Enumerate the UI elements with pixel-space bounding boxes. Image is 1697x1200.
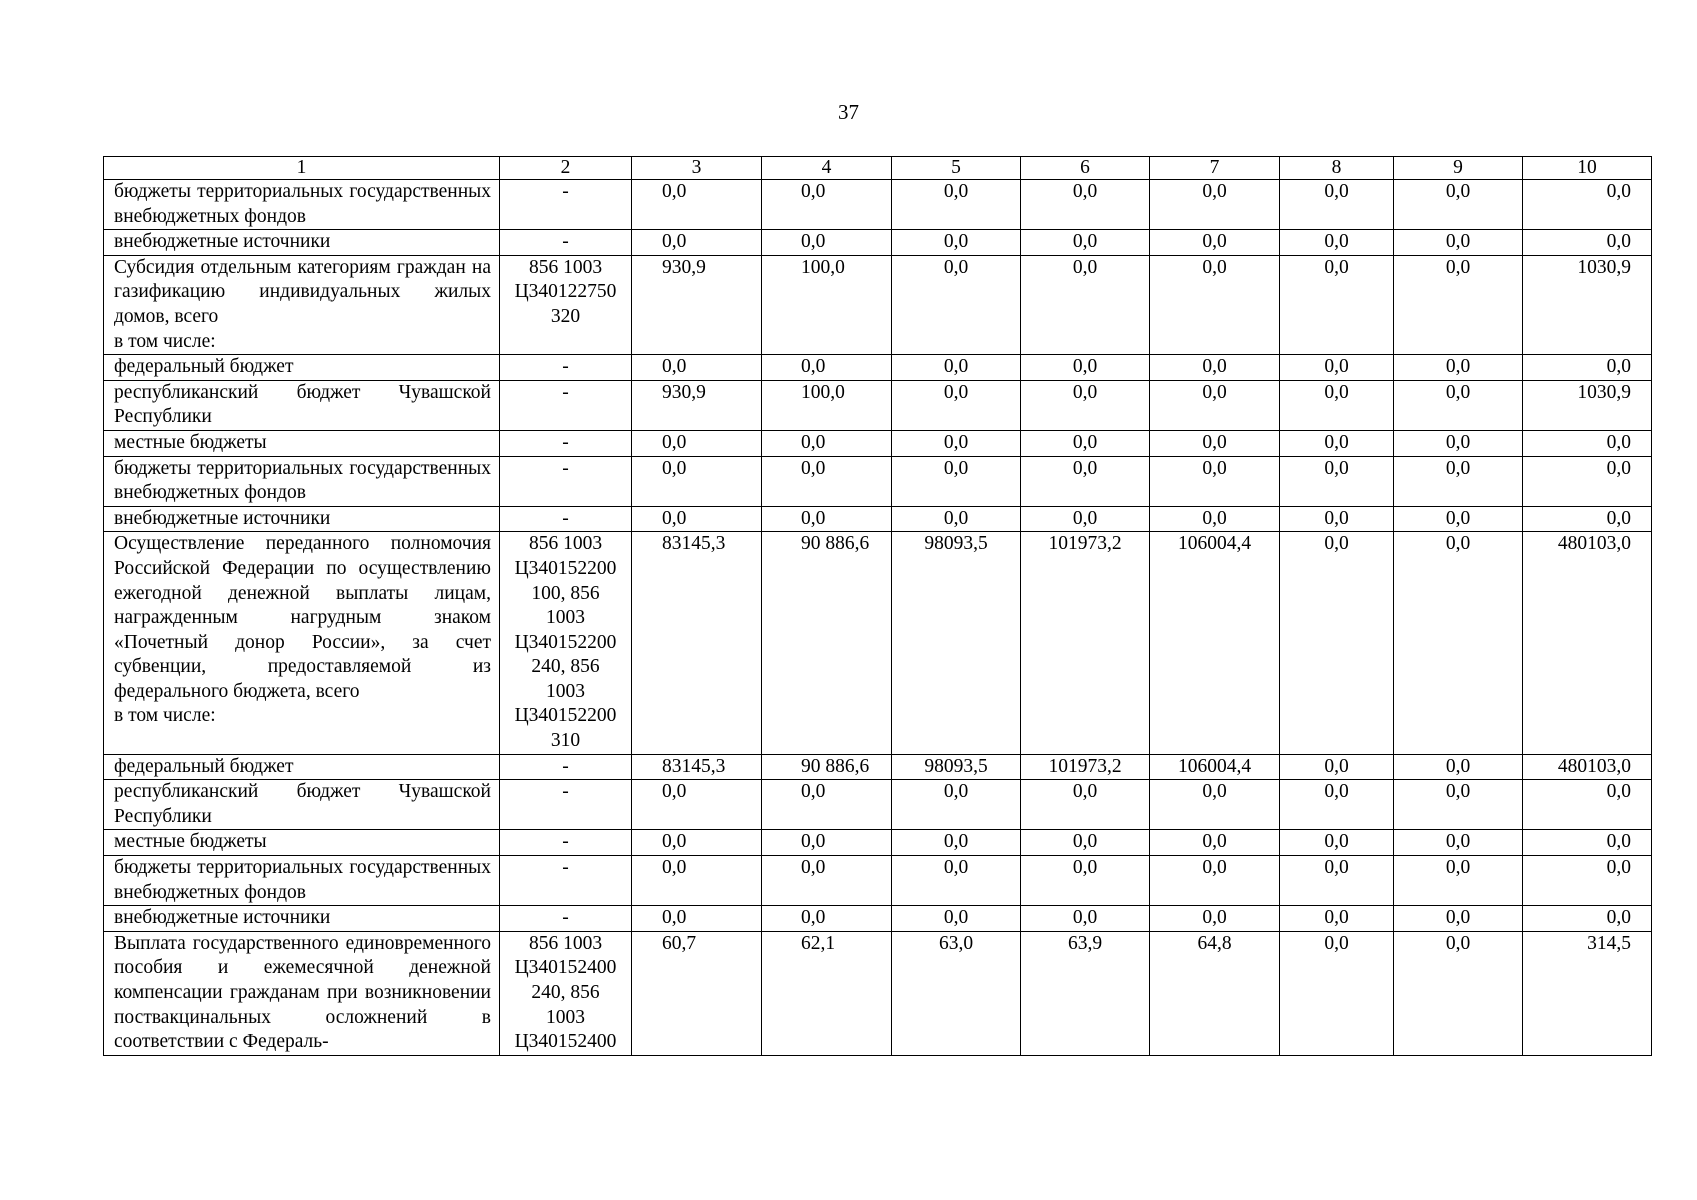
value-cell-col-6 xyxy=(1021,931,1150,1055)
column-header: 3 xyxy=(632,157,762,180)
value-cell-col-4 xyxy=(762,754,892,780)
value-cell-col-5 xyxy=(892,380,1021,430)
value-text: 0,0 xyxy=(1072,431,1098,453)
row-name-cell: внебюджетные источники xyxy=(104,506,500,532)
value-cell-col-3 xyxy=(632,906,762,932)
value-cell-col-6 xyxy=(1021,780,1150,830)
row-code-cell: - xyxy=(500,380,632,430)
value-text: 64,8 xyxy=(1197,932,1232,954)
value-cell-col-5 xyxy=(892,754,1021,780)
value-cell-col-6 xyxy=(1021,255,1150,354)
row-name-cell: бюджеты территориальных государственных внебюджетных фондов xyxy=(104,180,500,230)
value-cell-col-6 xyxy=(1021,506,1150,532)
value-text: 0,0 xyxy=(1445,431,1471,453)
value-cell-col-10 xyxy=(1523,906,1652,932)
value-cell-col-6 xyxy=(1021,430,1150,456)
value-text: 0,0 xyxy=(1606,431,1631,453)
value-text: 0,0 xyxy=(662,231,687,253)
value-cell-col-7 xyxy=(1150,906,1280,932)
value-text: 0,0 xyxy=(662,356,687,378)
row-code-cell: - xyxy=(500,906,632,932)
value-text: 62,1 xyxy=(801,932,836,954)
value-cell-col-7 xyxy=(1150,754,1280,780)
row-name-cell: внебюджетные источники xyxy=(104,230,500,256)
table-row xyxy=(104,506,1652,532)
value-cell-col-7 xyxy=(1150,230,1280,256)
value-cell-col-4 xyxy=(762,906,892,932)
value-cell-col-6 xyxy=(1021,230,1150,256)
value-cell-col-8 xyxy=(1280,856,1394,906)
value-cell-col-7 xyxy=(1150,780,1280,830)
column-header: 7 xyxy=(1150,157,1280,180)
row-code-cell: - xyxy=(500,780,632,830)
value-cell-col-7 xyxy=(1150,506,1280,532)
value-cell-col-8 xyxy=(1280,830,1394,856)
value-cell-col-4 xyxy=(762,380,892,430)
value-text: 0,0 xyxy=(943,256,969,278)
value-cell-col-10 xyxy=(1523,780,1652,830)
value-cell-col-8 xyxy=(1280,456,1394,506)
value-cell-col-9 xyxy=(1394,931,1523,1055)
table-row xyxy=(104,180,1652,230)
value-cell-col-5 xyxy=(892,355,1021,381)
value-cell-col-10 xyxy=(1523,355,1652,381)
value-text: 0,0 xyxy=(1324,831,1349,853)
row-code-cell: 856 1003 Ц340122750 320 xyxy=(500,255,632,354)
value-text: 0,0 xyxy=(1324,256,1349,278)
value-text: 0,0 xyxy=(943,457,969,479)
value-text: 0,0 xyxy=(1606,781,1631,803)
value-text: 0,0 xyxy=(662,181,687,202)
value-cell-col-6 xyxy=(1021,830,1150,856)
table-row xyxy=(104,856,1652,906)
value-cell-col-8 xyxy=(1280,255,1394,354)
value-cell-col-9 xyxy=(1394,380,1523,430)
value-text: 0,0 xyxy=(801,781,826,803)
value-text: 0,0 xyxy=(1202,256,1227,278)
value-cell-col-9 xyxy=(1394,180,1523,230)
row-code-cell: 856 1003 Ц340152400 240, 856 1003 Ц340152400 xyxy=(500,931,632,1055)
column-header: 9 xyxy=(1394,157,1523,180)
budget-table xyxy=(103,156,1652,1056)
value-cell-col-7 xyxy=(1150,355,1280,381)
column-header: 2 xyxy=(500,157,632,180)
value-text: 0,0 xyxy=(1202,431,1227,453)
row-code-cell: - xyxy=(500,456,632,506)
column-header-row xyxy=(104,157,1652,180)
value-cell-col-10 xyxy=(1523,456,1652,506)
value-text: 0,0 xyxy=(1202,231,1227,253)
table-row xyxy=(104,780,1652,830)
value-text: 0,0 xyxy=(1606,831,1631,853)
value-text: 83145,3 xyxy=(662,533,726,555)
value-cell-col-9 xyxy=(1394,230,1523,256)
value-cell-col-5 xyxy=(892,456,1021,506)
value-cell-col-4 xyxy=(762,230,892,256)
value-cell-col-4 xyxy=(762,456,892,506)
value-cell-col-4 xyxy=(762,931,892,1055)
value-text: 1030,9 xyxy=(1577,256,1631,278)
value-text: 100,0 xyxy=(801,256,845,278)
value-text: 480103,0 xyxy=(1557,755,1631,777)
value-cell-col-6 xyxy=(1021,906,1150,932)
column-header: 5 xyxy=(892,157,1021,180)
value-text: 0,0 xyxy=(662,457,687,479)
row-name-cell: Субсидия отдельным категориям граждан на газификацию индивидуальных жилых домов, всего в том числе: xyxy=(104,255,500,354)
value-cell-col-8 xyxy=(1280,931,1394,1055)
table-row xyxy=(104,355,1652,381)
value-cell-col-3 xyxy=(632,931,762,1055)
value-text: 0,0 xyxy=(943,907,969,929)
row-code-cell: - xyxy=(500,754,632,780)
value-text: 0,0 xyxy=(1445,356,1471,378)
row-code-cell: - xyxy=(500,180,632,230)
value-text: 0,0 xyxy=(662,781,687,803)
value-text: 0,0 xyxy=(1072,181,1098,202)
row-code-cell: - xyxy=(500,355,632,381)
value-text: 0,0 xyxy=(1072,857,1098,879)
value-cell-col-4 xyxy=(762,430,892,456)
value-text: 0,0 xyxy=(1445,256,1471,278)
value-text: 0,0 xyxy=(662,857,687,879)
value-cell-col-8 xyxy=(1280,506,1394,532)
value-text: 101973,2 xyxy=(1048,533,1122,555)
value-cell-col-3 xyxy=(632,180,762,230)
value-cell-col-5 xyxy=(892,906,1021,932)
row-name-cell: республиканский бюджет Чувашской Республики xyxy=(104,780,500,830)
value-cell-col-9 xyxy=(1394,506,1523,532)
value-cell-col-8 xyxy=(1280,906,1394,932)
value-text: 90 886,6 xyxy=(801,755,870,777)
value-cell-col-6 xyxy=(1021,355,1150,381)
value-text: 0,0 xyxy=(801,507,826,529)
value-text: 0,0 xyxy=(943,356,969,378)
value-text: 0,0 xyxy=(1606,181,1631,202)
value-text: 0,0 xyxy=(943,857,969,879)
value-text: 0,0 xyxy=(801,907,826,929)
value-cell-col-5 xyxy=(892,856,1021,906)
table-row xyxy=(104,430,1652,456)
value-text: 0,0 xyxy=(1445,857,1471,879)
value-text: 98093,5 xyxy=(924,533,988,555)
column-header: 1 xyxy=(104,157,500,180)
value-cell-col-5 xyxy=(892,230,1021,256)
value-cell-col-10 xyxy=(1523,830,1652,856)
value-cell-col-10 xyxy=(1523,931,1652,1055)
value-cell-col-3 xyxy=(632,754,762,780)
value-cell-col-7 xyxy=(1150,430,1280,456)
value-text: 0,0 xyxy=(801,231,826,253)
row-name-cell: Осуществление переданного полномочия Российской Федерации по осуществлению ежегодной денежной выплаты лицам, награжденным нагрудным знаком «Почетный донор России», за счет субвенции, предоставляемой из федерального бюджета, всего в том числе: xyxy=(104,532,500,754)
value-cell-col-9 xyxy=(1394,906,1523,932)
value-cell-col-9 xyxy=(1394,430,1523,456)
value-cell-col-4 xyxy=(762,780,892,830)
value-text: 0,0 xyxy=(1202,907,1227,929)
value-text: 0,0 xyxy=(943,831,969,853)
table-row xyxy=(104,906,1652,932)
value-cell-col-9 xyxy=(1394,830,1523,856)
row-code-cell: - xyxy=(500,430,632,456)
value-text: 90 886,6 xyxy=(801,533,870,555)
value-text: 0,0 xyxy=(1072,381,1098,403)
column-header: 6 xyxy=(1021,157,1150,180)
table-row xyxy=(104,830,1652,856)
row-name-cell: федеральный бюджет xyxy=(104,754,500,780)
value-cell-col-10 xyxy=(1523,430,1652,456)
table-row xyxy=(104,230,1652,256)
value-text: 0,0 xyxy=(1445,181,1471,202)
table-row xyxy=(104,380,1652,430)
table-row xyxy=(104,456,1652,506)
value-text: 0,0 xyxy=(801,831,826,853)
value-text: 0,0 xyxy=(1606,907,1631,929)
value-cell-col-6 xyxy=(1021,532,1150,754)
value-text: 0,0 xyxy=(1445,231,1471,253)
value-cell-col-10 xyxy=(1523,754,1652,780)
value-cell-col-9 xyxy=(1394,532,1523,754)
value-cell-col-10 xyxy=(1523,180,1652,230)
value-cell-col-8 xyxy=(1280,380,1394,430)
value-cell-col-3 xyxy=(632,456,762,506)
value-text: 106004,4 xyxy=(1177,533,1252,555)
value-cell-col-9 xyxy=(1394,355,1523,381)
value-text: 101973,2 xyxy=(1048,755,1122,777)
row-code-cell: - xyxy=(500,506,632,532)
row-code-cell: - xyxy=(500,830,632,856)
column-header: 8 xyxy=(1280,157,1394,180)
row-code-cell: - xyxy=(500,230,632,256)
value-cell-col-10 xyxy=(1523,532,1652,754)
value-text: 0,0 xyxy=(1445,932,1471,954)
value-cell-col-7 xyxy=(1150,856,1280,906)
value-cell-col-5 xyxy=(892,430,1021,456)
value-cell-col-4 xyxy=(762,830,892,856)
value-text: 930,9 xyxy=(662,256,706,278)
value-text: 0,0 xyxy=(1202,457,1227,479)
value-text: 0,0 xyxy=(1324,181,1349,202)
value-text: 0,0 xyxy=(1202,857,1227,879)
value-cell-col-6 xyxy=(1021,754,1150,780)
value-cell-col-3 xyxy=(632,355,762,381)
value-text: 0,0 xyxy=(662,831,687,853)
value-cell-col-5 xyxy=(892,180,1021,230)
column-header: 4 xyxy=(762,157,892,180)
value-text: 0,0 xyxy=(801,181,826,202)
value-cell-col-9 xyxy=(1394,856,1523,906)
value-cell-col-4 xyxy=(762,255,892,354)
column-header: 10 xyxy=(1523,157,1652,180)
value-text: 0,0 xyxy=(1606,857,1631,879)
value-cell-col-6 xyxy=(1021,380,1150,430)
value-cell-col-5 xyxy=(892,255,1021,354)
value-text: 0,0 xyxy=(1202,181,1227,202)
value-cell-col-8 xyxy=(1280,230,1394,256)
value-text: 0,0 xyxy=(1445,533,1471,555)
row-name-cell: Выплата государственного единовременного пособия и ежемесячной денежной компенсации гражданам при возникновении поствакцинальных осложнений в соответствии с Федераль- xyxy=(104,931,500,1055)
table-row xyxy=(104,255,1652,354)
value-text: 0,0 xyxy=(1324,457,1349,479)
value-cell-col-6 xyxy=(1021,456,1150,506)
value-text: 480103,0 xyxy=(1557,533,1631,555)
value-text: 0,0 xyxy=(801,857,826,879)
value-text: 98093,5 xyxy=(924,755,988,777)
row-code-cell: - xyxy=(500,856,632,906)
value-text: 0,0 xyxy=(943,431,969,453)
value-cell-col-8 xyxy=(1280,355,1394,381)
value-cell-col-7 xyxy=(1150,255,1280,354)
value-text: 100,0 xyxy=(801,381,845,403)
value-text: 106004,4 xyxy=(1177,755,1252,777)
table-row xyxy=(104,754,1652,780)
value-cell-col-7 xyxy=(1150,456,1280,506)
value-cell-col-7 xyxy=(1150,931,1280,1055)
value-cell-col-3 xyxy=(632,532,762,754)
value-text: 0,0 xyxy=(662,431,687,453)
value-text: 0,0 xyxy=(943,781,969,803)
value-text: 0,0 xyxy=(1072,356,1098,378)
value-text: 0,0 xyxy=(1606,231,1631,253)
table-body xyxy=(104,157,1652,1056)
value-cell-col-4 xyxy=(762,532,892,754)
value-text: 0,0 xyxy=(1445,381,1471,403)
row-name-cell: республиканский бюджет Чувашской Республики xyxy=(104,380,500,430)
value-text: 0,0 xyxy=(1202,831,1227,853)
value-cell-col-4 xyxy=(762,506,892,532)
value-cell-col-7 xyxy=(1150,380,1280,430)
value-cell-col-8 xyxy=(1280,780,1394,830)
value-cell-col-3 xyxy=(632,506,762,532)
value-cell-col-3 xyxy=(632,230,762,256)
value-cell-col-6 xyxy=(1021,180,1150,230)
value-text: 0,0 xyxy=(1606,457,1631,479)
value-text: 83145,3 xyxy=(662,755,726,777)
value-cell-col-3 xyxy=(632,255,762,354)
value-cell-col-8 xyxy=(1280,180,1394,230)
value-cell-col-4 xyxy=(762,355,892,381)
value-text: 60,7 xyxy=(662,932,697,954)
value-text: 0,0 xyxy=(1445,755,1471,777)
value-text: 0,0 xyxy=(1072,507,1098,529)
value-cell-col-10 xyxy=(1523,255,1652,354)
value-text: 0,0 xyxy=(1324,533,1349,555)
value-text: 0,0 xyxy=(1324,431,1349,453)
value-text: 0,0 xyxy=(1445,507,1471,529)
value-cell-col-8 xyxy=(1280,430,1394,456)
row-name-cell: внебюджетные источники xyxy=(104,906,500,932)
row-name-cell: местные бюджеты xyxy=(104,830,500,856)
value-text: 1030,9 xyxy=(1577,381,1631,403)
value-text: 0,0 xyxy=(1324,507,1349,529)
row-name-cell: бюджеты территориальных государственных внебюджетных фондов xyxy=(104,456,500,506)
value-text: 0,0 xyxy=(1072,231,1098,253)
value-text: 0,0 xyxy=(1202,381,1227,403)
value-text: 63,9 xyxy=(1067,932,1103,954)
value-cell-col-5 xyxy=(892,780,1021,830)
value-cell-col-3 xyxy=(632,830,762,856)
value-cell-col-8 xyxy=(1280,754,1394,780)
value-cell-col-9 xyxy=(1394,255,1523,354)
value-cell-col-7 xyxy=(1150,180,1280,230)
table-row xyxy=(104,931,1652,1055)
value-text: 0,0 xyxy=(1324,381,1349,403)
value-text: 0,0 xyxy=(1606,356,1631,378)
row-name-cell: местные бюджеты xyxy=(104,430,500,456)
value-cell-col-6 xyxy=(1021,856,1150,906)
value-text: 0,0 xyxy=(801,356,826,378)
value-text: 314,5 xyxy=(1587,932,1631,954)
page-number: 37 xyxy=(838,100,859,124)
value-text: 0,0 xyxy=(1324,907,1349,929)
value-text: 0,0 xyxy=(662,507,687,529)
value-cell-col-7 xyxy=(1150,830,1280,856)
value-cell-col-8 xyxy=(1280,532,1394,754)
value-cell-col-5 xyxy=(892,506,1021,532)
value-cell-col-4 xyxy=(762,180,892,230)
value-cell-col-4 xyxy=(762,856,892,906)
value-text: 0,0 xyxy=(1324,932,1349,954)
value-text: 0,0 xyxy=(1202,781,1227,803)
value-cell-col-10 xyxy=(1523,856,1652,906)
value-text: 0,0 xyxy=(801,431,826,453)
value-text: 0,0 xyxy=(943,181,969,202)
value-text: 0,0 xyxy=(1202,507,1227,529)
value-text: 0,0 xyxy=(1072,256,1098,278)
value-text: 0,0 xyxy=(801,457,826,479)
value-cell-col-10 xyxy=(1523,230,1652,256)
value-cell-col-5 xyxy=(892,830,1021,856)
value-text: 0,0 xyxy=(1324,356,1349,378)
value-cell-col-3 xyxy=(632,380,762,430)
value-text: 0,0 xyxy=(1202,356,1227,378)
value-text: 0,0 xyxy=(943,507,969,529)
value-text: 0,0 xyxy=(1072,907,1098,929)
value-cell-col-10 xyxy=(1523,506,1652,532)
row-code-cell: 856 1003 Ц340152200 100, 856 1003 Ц340152200 240, 856 1003 Ц340152200 310 xyxy=(500,532,632,754)
value-text: 930,9 xyxy=(662,381,706,403)
value-cell-col-7 xyxy=(1150,532,1280,754)
value-text: 63,0 xyxy=(938,932,974,954)
value-text: 0,0 xyxy=(1324,231,1349,253)
value-text: 0,0 xyxy=(662,907,687,929)
value-text: 0,0 xyxy=(943,231,969,253)
row-name-cell: бюджеты территориальных государственных внебюджетных фондов xyxy=(104,856,500,906)
value-text: 0,0 xyxy=(1072,831,1098,853)
value-cell-col-10 xyxy=(1523,380,1652,430)
value-cell-col-5 xyxy=(892,532,1021,754)
value-text: 0,0 xyxy=(1445,907,1471,929)
value-cell-col-3 xyxy=(632,856,762,906)
value-text: 0,0 xyxy=(1324,857,1349,879)
value-cell-col-9 xyxy=(1394,780,1523,830)
value-cell-col-9 xyxy=(1394,754,1523,780)
value-text: 0,0 xyxy=(1324,781,1349,803)
value-text: 0,0 xyxy=(1072,781,1098,803)
value-text: 0,0 xyxy=(1606,507,1631,529)
value-cell-col-3 xyxy=(632,430,762,456)
value-cell-col-9 xyxy=(1394,456,1523,506)
value-cell-col-5 xyxy=(892,931,1021,1055)
value-text: 0,0 xyxy=(943,381,969,403)
value-text: 0,0 xyxy=(1445,831,1471,853)
row-name-cell: федеральный бюджет xyxy=(104,355,500,381)
value-cell-col-3 xyxy=(632,780,762,830)
value-text: 0,0 xyxy=(1324,755,1349,777)
table-row xyxy=(104,532,1652,754)
value-text: 0,0 xyxy=(1445,457,1471,479)
value-text: 0,0 xyxy=(1445,781,1471,803)
value-text: 0,0 xyxy=(1072,457,1098,479)
